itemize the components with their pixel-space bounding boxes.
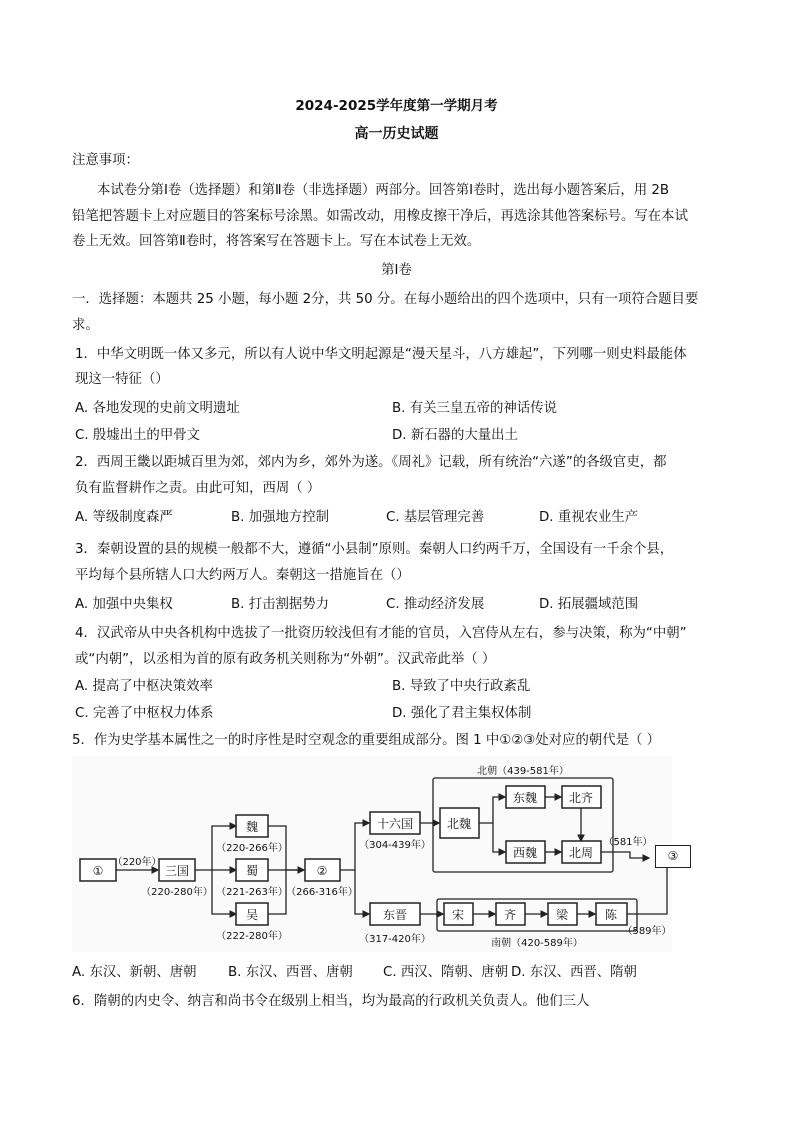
wu-label: 吴 [245,908,259,922]
option-a: A. 各地发现的史前文明遗址 [75,401,240,416]
question-stem: 平均每个县所辖人口大约两万人。秦朝这一措施旨在（） [75,568,410,583]
node-1-label: ① [92,864,104,878]
notice-line: 卷上无效。回答第Ⅱ卷时，将答案写在答题卡上。写在本试卷上无效。 [72,234,481,249]
question-stem: 5．作为史学基本属性之一的时序性是时空观念的重要组成部分。图 1 中①②③处对应的朝代是（ ） [72,733,661,748]
section-instructions: 求。 [72,318,99,333]
chen-label: 陈 [604,908,618,922]
question-stem: 现这一特征（） [75,372,169,387]
year-label: （581年） [603,837,653,848]
option-c: C. 西汉、隋朝、唐朝 [383,965,508,980]
question-stem: 4．汉武帝从中央各机构中选拔了一批资历较浅但有才能的官员，入宫侍从左右，参与决策，称为“中朝” [75,626,687,641]
liang-label: 梁 [555,908,569,922]
wu-years: （222-280年） [216,931,288,942]
notice-heading: 注意事项： [72,153,139,168]
option-d: D. 拓展疆域范围 [539,597,639,612]
option-d: D. 强化了君主集权体制 [392,706,532,721]
dongjin-label: 东晋 [382,908,408,922]
option-a: A. 加强中央集权 [75,597,173,612]
question-stem: 6．隋朝的内史令、纳言和尚书令在级别上相当，均为最高的行政机关负责人。他们三人 [72,994,590,1009]
option-b: B. 加强地方控制 [231,510,330,525]
nanchao-label: 南朝（420-589年） [491,938,583,949]
notice-line: 本试卷分第Ⅰ卷（选择题）和第Ⅱ卷（非选择题）两部分。回答第Ⅰ卷时，选出每小题答案后，用 2B [97,183,670,198]
option-b: B. 有关三皇五帝的神话传说 [392,401,557,416]
node-3 [655,845,691,868]
wei-years: （220-266年） [216,843,288,854]
qi-label: 齐 [503,908,517,922]
dongwei-label: 东魏 [512,791,538,805]
beichao-label: 北朝（439-581年） [477,766,569,777]
shu-years: （221-263年） [216,887,288,898]
question-stem: 3．秦朝设置的县的规模一般都不大，遵循“小县制”原则。秦朝人口约两千万，全国设有一千余个县， [75,542,674,557]
option-c: C. 完善了中枢权力体系 [75,706,214,721]
xiwei-label: 西魏 [512,846,538,860]
song-label: 宋 [451,908,465,922]
node-3-label: ③ [667,849,679,863]
dongjin-years: （317-420年） [359,934,431,945]
option-d: D. 新石器的大量出土 [392,428,518,443]
beiwei-label: 北魏 [446,817,472,831]
sanguo-label: 三国 [164,864,190,878]
option-b: B. 东汉、西晋、唐朝 [228,965,353,980]
beiqi-label: 北齐 [568,791,594,805]
year-label: （589年） [622,926,672,937]
sanguo-years: （220-280年） [141,887,213,898]
volume-title: 第Ⅰ卷 [381,263,412,278]
sixteen-label: 十六国 [376,817,414,831]
question-stem: 负有监督耕作之责。由此可知，西周（ ） [75,481,321,496]
option-a: A. 提高了中枢决策效率 [75,679,213,694]
option-a: A. 东汉、新朝、唐朝 [72,965,197,980]
option-b: B. 打击割据势力 [231,597,330,612]
question-stem: 或“内朝”，以丞相为首的原有政务机关则称为“外朝”。汉武帝此举（ ） [75,652,496,667]
notice-line: 铅笔把答题卡上对应题目的答案标号涂黑。如需改动，用橡皮擦干净后，再选涂其他答案标号。写在本试 [72,209,688,224]
option-c: C. 殷墟出土的甲骨文 [75,428,200,443]
sixteen-years: （304-439年） [359,840,431,851]
node-2-label: ② [316,864,328,878]
exam-title: 2024-2025学年度第一学期月考 [295,98,498,114]
option-c: C. 推动经济发展 [386,597,485,612]
question-stem: 1．中华文明既一体又多元，所以有人说中华文明起源是“漫天星斗，八方雄起”，下列哪一则史料最能体 [75,347,687,362]
shu-label: 蜀 [245,864,259,878]
year-label: （220年） [112,857,162,868]
section-instructions: 一．选择题：本题共 25 小题，每小题 2分，共 50 分。在每小题给出的四个选项中，只有一项符合题目要 [72,292,699,307]
exam-subtitle: 高一历史试题 [354,126,439,142]
question-stem: 2．西周王畿以距城百里为郊，郊内为乡，郊外为遂。《周礼》记载，所有统治“六遂”的各级官吏，都 [75,455,667,470]
option-b: B. 导致了中央行政紊乱 [392,679,531,694]
wei-label: 魏 [245,820,259,834]
option-c: C. 基层管理完善 [386,510,485,525]
node-2-years: （266-316年） [286,887,358,898]
beizhou-label: 北周 [568,846,594,860]
option-d: D. 东汉、西晋、隋朝 [511,965,637,980]
option-a: A. 等级制度森严 [75,510,173,525]
dynasty-timeline-diagram [72,756,672,952]
option-d: D. 重视农业生产 [539,510,639,525]
